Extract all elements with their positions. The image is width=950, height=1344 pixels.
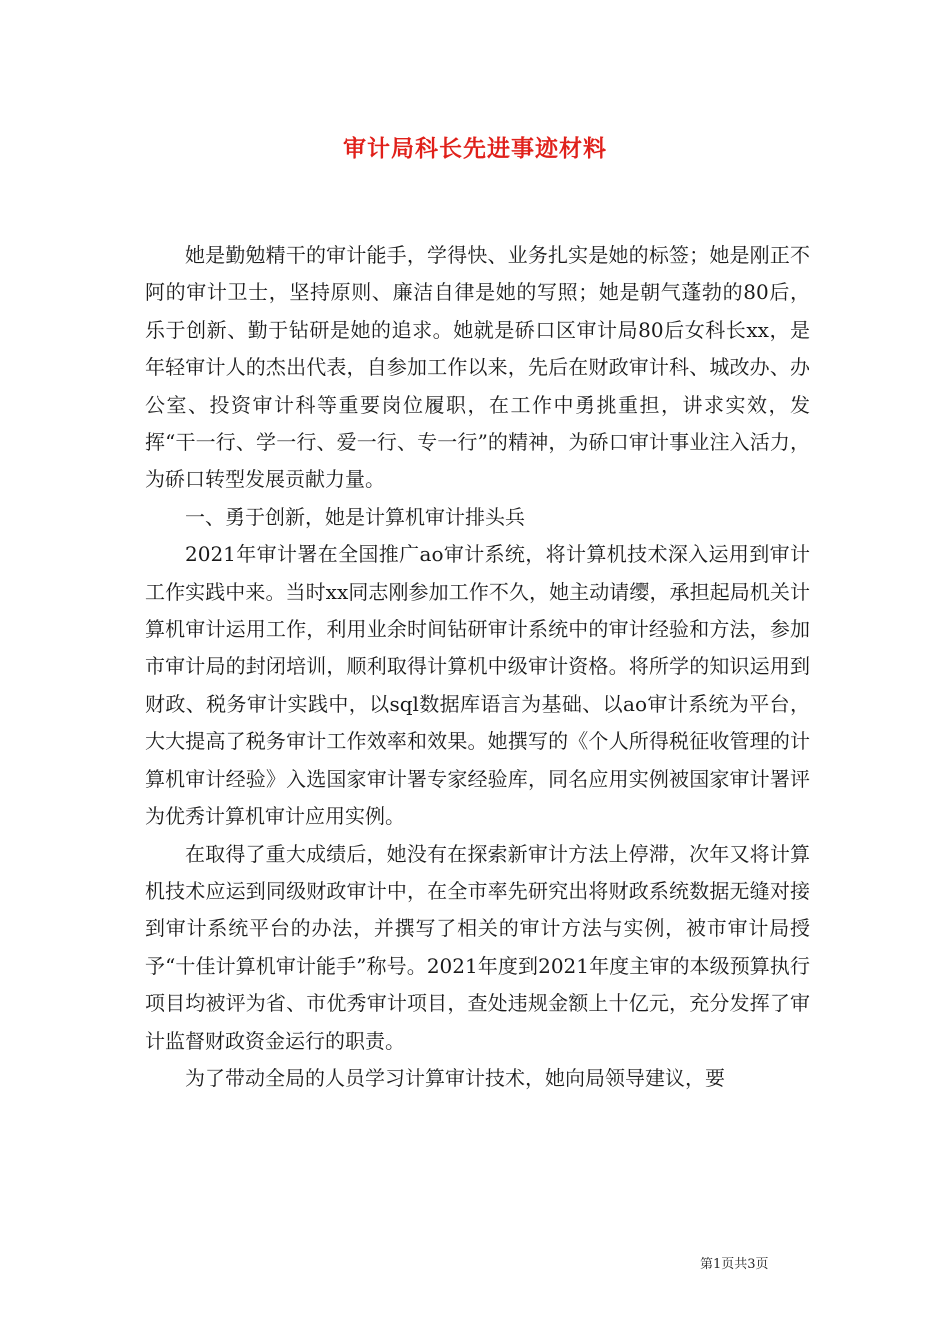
document-title: 审计局科长先进事迹材料 bbox=[343, 136, 607, 162]
paragraph-achievements: 在取得了重大成绩后，她没有在探索新审计方法上停滞，次年又将计算机技术应运到同级财政审计中，在全市率先研究出将财政系统数据无缝对接到审计系统平台的办法，并撰写了相关的审计方法与实例，被市审计局授予“十佳计算机审计能手”称号。2021年度到2021年度主审的本级预算执行项目均被评为省、市优秀审计项目，查处违规金额上十亿元，充分发挥了审计监督财政资金运行的职责。 bbox=[145, 841, 810, 1053]
document-body bbox=[145, 237, 810, 1097]
section-heading-1: 一、勇于创新，她是计算机审计排头兵 bbox=[185, 504, 525, 529]
paragraph-intro: 她是勤勉精干的审计能手，学得快、业务扎实是她的标签；她是刚正不阿的审计卫士，坚持原则、廉洁自律是她的写照；她是朝气蓬勃的80后，乐于创新、勤于钻研是她的追求。她就是硚口区审计局80后女科长xx，是年轻审计人的杰出代表，自参加工作以来，先后在财政审计科、城改办、办公室、投资审计科等重要岗位履职，在工作中勇挑重担，讲求实效，发挥“干一行、学一行、爱一行、专一行”的精神，为硚口审计事业注入活力，为硚口转型发展贡献力量。 bbox=[145, 243, 810, 492]
paragraph-2021-ao: 2021年审计署在全国推广ao审计系统，将计算机技术深入运用到审计工作实践中来。当时xx同志刚参加工作不久，她主动请缨，承担起局机关计算机审计运用工作，利用业余时间钻研审计系统中的审计经验和方法，参加市审计局的封闭培训，顺利取得计算机中级审计资格。将所学的知识运用到财政、税务审计实践中，以sql数据库语言为基础、以ao审计系统为平台，大大提高了税务审计工作效率和效果。她撰写的《个人所得税征收管理的计算机审计经验》入选国家审计署专家经验库，同名应用实例被国家审计署评为优秀计算机审计应用实例。 bbox=[145, 542, 810, 829]
paragraph-training: 为了带动全局的人员学习计算审计技术，她向局领导建议，要 bbox=[185, 1065, 725, 1090]
page-number: 第1页共3页 bbox=[700, 1257, 769, 1272]
